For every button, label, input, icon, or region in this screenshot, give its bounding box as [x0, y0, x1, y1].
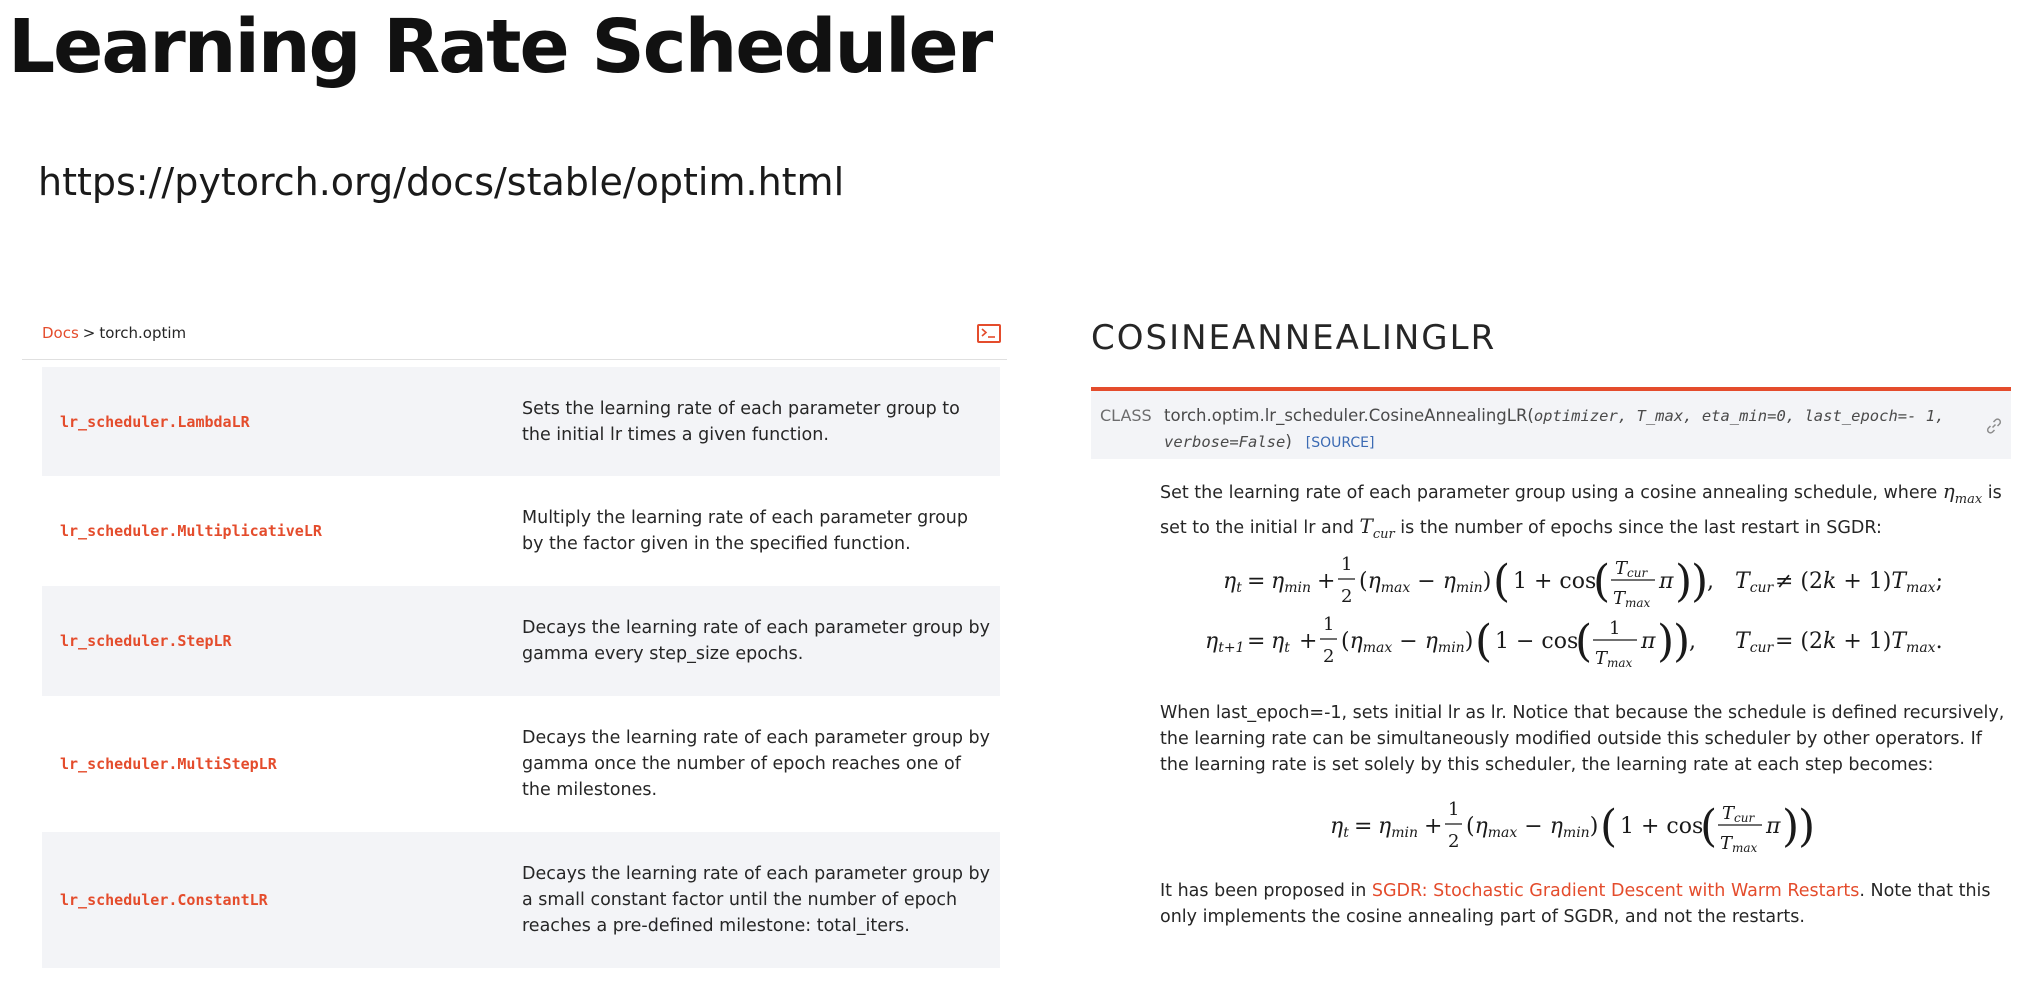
svg-text:(: (: [1475, 616, 1493, 667]
scheduler-description: Decays the learning rate of each parameter group by a small constant factor until the number of epoch reaches a pre-defined milestone: total_iters.: [522, 864, 990, 936]
scheduler-link[interactable]: lr_scheduler.ConstantLR: [60, 891, 268, 909]
equation-block-closed-form: [1320, 795, 1820, 869]
description-paragraph-1: [1160, 478, 2012, 548]
scheduler-description: Sets the learning rate of each parameter group to the initial lr times a given function.: [522, 398, 960, 445]
svg-text:1 − cos: 1 − cos: [1495, 629, 1579, 654]
svg-text:π: π: [1659, 569, 1674, 594]
scheduler-table: [42, 367, 1000, 968]
svg-text:(ηmax − ηmin): (ηmax − ηmin): [1341, 629, 1474, 656]
math-t-cur: $T_{cur}$: [1359, 514, 1395, 542]
scheduler-description: Decays the learning rate of each parameter group by gamma once the number of epoch reaches one of the milestones.: [522, 728, 990, 800]
svg-text:= (2k + 1)Tmax.: = (2k + 1)Tmax.: [1775, 629, 1943, 656]
svg-text:(: (: [1575, 616, 1593, 667]
svg-text:): ): [1657, 616, 1675, 667]
svg-text:2: 2: [1341, 586, 1353, 607]
signature-params-2: verbose=False: [1164, 433, 1286, 451]
svg-text:ηmin: ηmin: [1378, 814, 1418, 841]
svg-text:(: (: [1493, 556, 1511, 607]
svg-text:ηmin: ηmin: [1271, 569, 1311, 596]
table-row: [42, 832, 1000, 968]
svg-text:Tcur: Tcur: [1722, 803, 1755, 825]
para1-text-b: is set to the initial lr and: [1160, 483, 2002, 538]
svg-text:Tmax: Tmax: [1613, 588, 1651, 610]
svg-text:=: =: [1247, 629, 1266, 654]
svg-text:Tmax: Tmax: [1720, 833, 1758, 855]
signature-close-paren: ): [1285, 432, 1292, 451]
svg-text:ηt+1: ηt+1: [1205, 629, 1245, 656]
svg-text:1 + cos: 1 + cos: [1620, 814, 1704, 839]
source-link[interactable]: [SOURCE]: [1305, 435, 1375, 451]
svg-text:(: (: [1700, 801, 1718, 852]
svg-text:π: π: [1766, 814, 1781, 839]
svg-text:ηt: ηt: [1223, 569, 1242, 596]
svg-text:+: +: [1424, 814, 1443, 839]
table-row: [42, 367, 1000, 476]
description-paragraph-2: When last_epoch=-1, sets initial lr as lr. Notice that because the schedule is defined recursively, the learning rate can be simultaneously modified outside this scheduler by other operators. If the learning rate is set solely by this scheduler, the learning rate at each step becomes:: [1160, 703, 2005, 775]
svg-text:1: 1: [1341, 554, 1353, 575]
sgdr-paper-link[interactable]: SGDR: Stochastic Gradient Descent with Warm Restarts: [1371, 881, 1860, 901]
svg-text:,: ,: [1707, 569, 1714, 594]
breadcrumb: [42, 324, 186, 342]
svg-text:(: (: [1600, 801, 1618, 852]
slide-title: Learning Rate Scheduler: [8, 4, 992, 90]
para1-text-a: Set the learning rate of each parameter group using a cosine annealing schedule, where: [1160, 483, 1943, 503]
svg-text:Tcur: Tcur: [1735, 569, 1774, 596]
svg-text:+: +: [1299, 629, 1318, 654]
description-paragraph-3: [1160, 878, 2012, 930]
signature-line-1: [1164, 406, 1944, 425]
svg-text:2: 2: [1448, 831, 1460, 852]
svg-text:Tcur: Tcur: [1735, 629, 1774, 656]
svg-text:): ): [1691, 556, 1709, 607]
svg-text:): ): [1798, 801, 1816, 852]
breadcrumb-divider: [22, 359, 1007, 360]
svg-text:1 + cos: 1 + cos: [1513, 569, 1597, 594]
svg-text:1: 1: [1323, 614, 1335, 635]
svg-text:1: 1: [1448, 799, 1460, 820]
svg-text:≠ (2k + 1)Tmax;: ≠ (2k + 1)Tmax;: [1775, 569, 1943, 596]
equation-block-recursive: [1195, 548, 1943, 682]
scheduler-link[interactable]: lr_scheduler.LambdaLR: [60, 412, 250, 431]
table-row: [42, 476, 1000, 586]
svg-text:): ): [1675, 556, 1693, 607]
svg-text:): ): [1673, 616, 1691, 667]
doc-heading: COSINEANNEALINGLR: [1091, 318, 1497, 358]
signature-name: torch.optim.lr_scheduler.CosineAnnealingLR: [1164, 406, 1528, 425]
svg-text:ηt: ηt: [1271, 629, 1290, 656]
math-eta-max: $\eta_{max}$: [1942, 479, 1983, 507]
para3-text-b: . Note that this only implements the cosine annealing part of SGDR, and not the restarts.: [1160, 881, 1991, 927]
scheduler-link[interactable]: lr_scheduler.StepLR: [60, 632, 232, 650]
svg-text:=: =: [1354, 814, 1373, 839]
svg-text:Tmax: Tmax: [1595, 648, 1633, 670]
scheduler-link[interactable]: lr_scheduler.MultiplicativeLR: [60, 522, 322, 540]
svg-text:ηt: ηt: [1330, 814, 1349, 841]
svg-text:2: 2: [1323, 646, 1335, 667]
svg-text:(ηmax − ηmin): (ηmax − ηmin): [1359, 569, 1492, 596]
table-row: [42, 696, 1000, 832]
signature-line-2: [1164, 432, 1375, 451]
para3-text-a: It has been proposed in: [1160, 881, 1372, 901]
terminal-icon[interactable]: [977, 324, 1001, 343]
svg-text:): ): [1782, 801, 1800, 852]
scheduler-description: Decays the learning rate of each parameter group by gamma every step_size epochs.: [522, 618, 990, 664]
breadcrumb-docs-link[interactable]: Docs: [42, 324, 79, 342]
scheduler-description: Multiply the learning rate of each parameter group by the factor given in the specified function.: [522, 508, 968, 554]
table-row: [42, 586, 1000, 696]
signature-params-1: optimizer, T_max, eta_min=0, last_epoch=- 1,: [1533, 407, 1945, 425]
breadcrumb-separator: >: [82, 324, 96, 342]
svg-text:Tcur: Tcur: [1615, 558, 1648, 580]
svg-text:+: +: [1317, 569, 1336, 594]
link-icon[interactable]: [1985, 417, 2003, 439]
signature-kind: CLASS: [1100, 406, 1152, 425]
svg-text:1: 1: [1609, 618, 1621, 639]
signature-open-paren: (: [1527, 406, 1534, 425]
svg-text:π: π: [1641, 629, 1656, 654]
class-signature: [1091, 387, 2011, 459]
svg-text:=: =: [1247, 569, 1266, 594]
para1-text-c: is the number of epochs since the last restart in SGDR:: [1394, 518, 1882, 538]
svg-text:,: ,: [1689, 629, 1696, 654]
svg-text:(ηmax − ηmin): (ηmax − ηmin): [1466, 814, 1599, 841]
scheduler-link[interactable]: lr_scheduler.MultiStepLR: [60, 755, 277, 773]
slide-url: https://pytorch.org/docs/stable/optim.html: [38, 160, 845, 204]
breadcrumb-current: torch.optim: [99, 324, 187, 342]
svg-text:(: (: [1593, 556, 1611, 607]
